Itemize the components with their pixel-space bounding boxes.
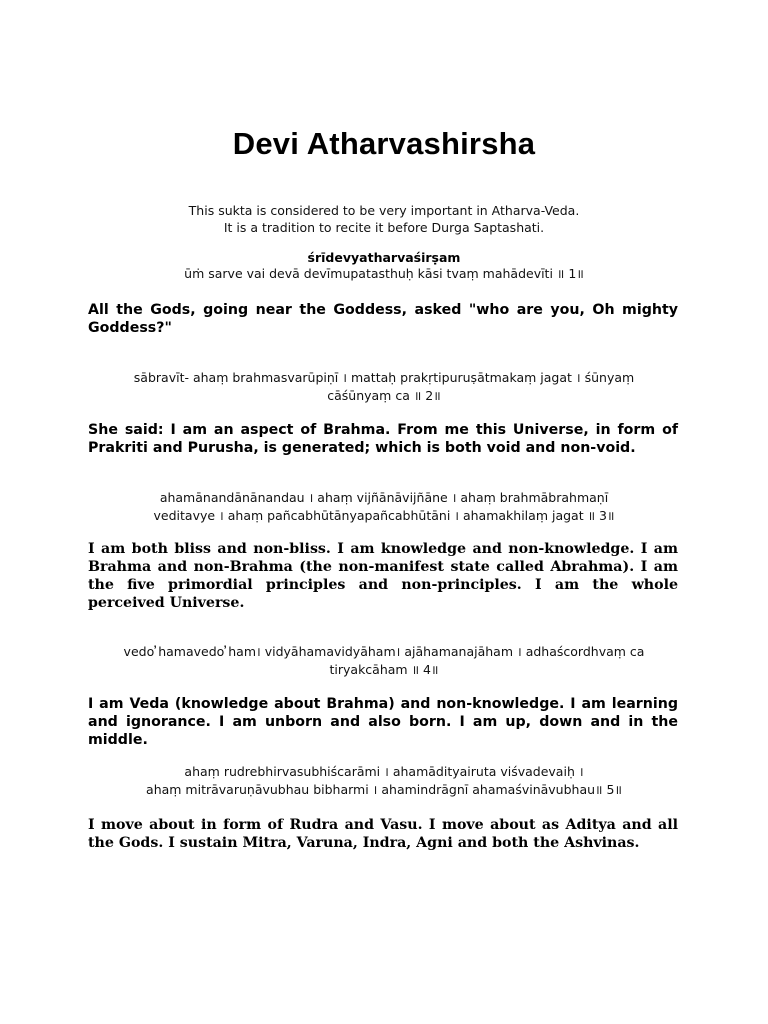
verse-translation-1: All the Gods, going near the Goddess, asked "who are you, Oh mighty Goddess?" bbox=[88, 302, 678, 336]
page-title: Devi Atharvashirsha bbox=[232, 126, 536, 161]
verse-translation-2: She said: I am an aspect of Brahma. From me this Universe, in form of Prakriti and Purusha, is generated; which is both void and non-void. bbox=[88, 422, 678, 456]
verse-line: cāśūnyaṃ ca ॥ 2॥ bbox=[327, 388, 441, 403]
verse-sanskrit-4 bbox=[84, 643, 684, 679]
verse-translation-5: I move about in form of Rudra and Vasu. I move about as Aditya and all the Gods. I sustain Mitra, Varuna, Indra, Agni and both the Ashvinas. bbox=[88, 817, 678, 851]
verse-line: sābravīt- ahaṃ brahmasvarūpiṇī । mattaḥ prakṛtipuruṣātmakaṃ jagat । śūnyaṃ bbox=[133, 370, 635, 385]
verse-sanskrit-1 bbox=[84, 265, 684, 283]
intro-text bbox=[84, 202, 684, 236]
verse-translation-4: I am Veda (knowledge about Brahma) and non-knowledge. I am learning and ignorance. I am unborn and also born. I am up, down and in the middle. bbox=[88, 696, 678, 748]
verse-line: vedo ̓hamavedo ̓ham। vidyāhamavidyāham। ajāhamanajāham । adhaścordhvaṃ ca bbox=[123, 644, 645, 659]
intro-line: It is a tradition to recite it before Durga Saptashati. bbox=[223, 220, 545, 235]
verse-line: ahaṃ mitrāvaruṇāvubhau bibharmi । ahamindrāgnī ahamaśvināvubhau॥ 5॥ bbox=[146, 782, 622, 797]
sanskrit-title: śrīdevyatharvaśirṣam bbox=[307, 250, 461, 265]
verse-line: ahamānandānānandau । ahaṃ vijñānāvijñāne । ahaṃ brahmābrahmaṇī bbox=[159, 490, 609, 505]
intro-line: This sukta is considered to be very important in Atharva-Veda. bbox=[188, 203, 580, 218]
verse-line: veditavye । ahaṃ pañcabhūtānyapañcabhūtāni । ahamakhilaṃ jagat ॥ 3॥ bbox=[153, 508, 615, 523]
verse-sanskrit-3 bbox=[84, 489, 684, 525]
verse-line: ahaṃ rudrebhirvasubhiścarāmi । ahamādityairuta viśvadevaiḥ । bbox=[184, 764, 584, 779]
verse-line: ūṁ sarve vai devā devīmupatasthuḥ kāsi tvaṃ mahādevīti ॥ 1॥ bbox=[184, 266, 584, 281]
verse-sanskrit-2 bbox=[84, 369, 684, 405]
verse-translation-3: I am both bliss and non-bliss. I am knowledge and non-knowledge. I am Brahma and non-Brahma (the non-manifest state called Abrahma). I am the five primordial principles and non-principles. I am the whole perceived Universe. bbox=[88, 541, 678, 611]
verse-sanskrit-5 bbox=[84, 763, 684, 799]
verse-line: tiryakcāham ॥ 4॥ bbox=[329, 662, 439, 677]
